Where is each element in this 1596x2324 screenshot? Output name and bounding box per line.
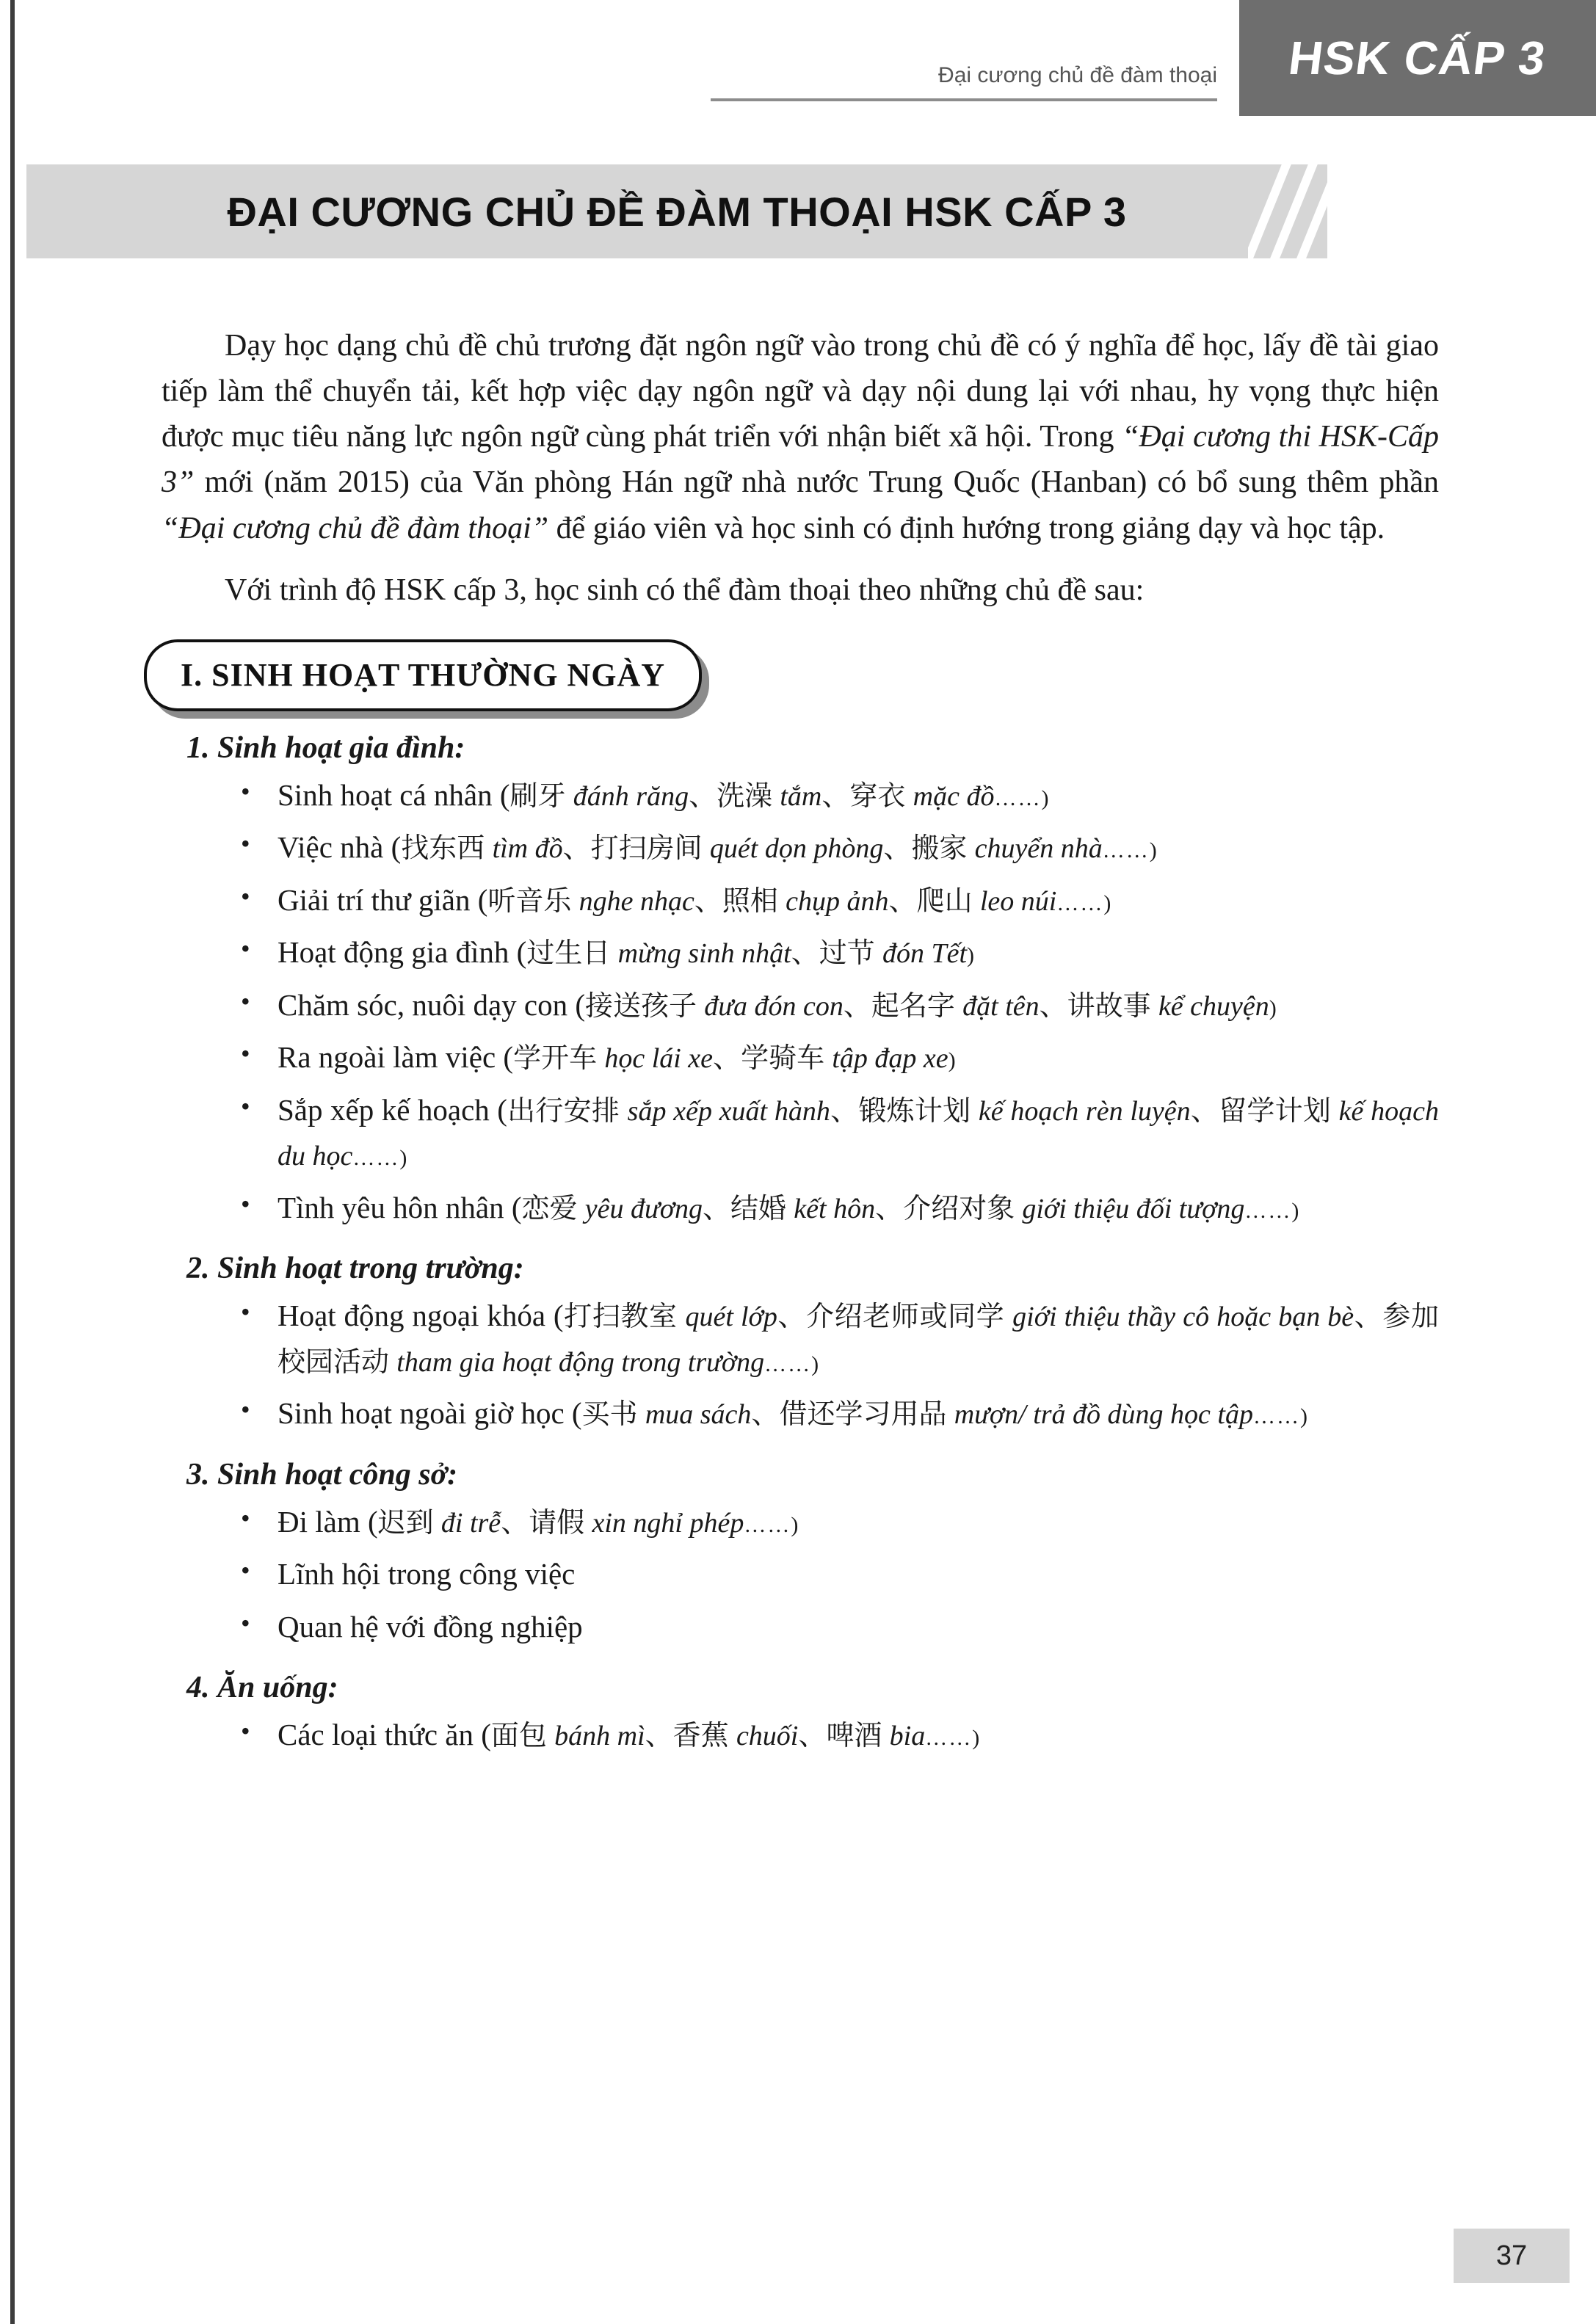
topic-item-label: Các loại thức ăn ( (278, 1718, 491, 1752)
chinese-term: 出行安排 (507, 1094, 620, 1127)
running-title: Đại cương chủ đề đàm thoại (938, 63, 1217, 87)
vietnamese-gloss: yêu đương (584, 1193, 703, 1224)
vietnamese-gloss: mua sách (645, 1399, 752, 1431)
topic-bullet-item (229, 1391, 1439, 1437)
header-level-tab (1239, 0, 1596, 116)
chinese-term: 恋爱 (521, 1191, 578, 1224)
vietnamese-gloss: kế hoạch rèn luyện (978, 1095, 1191, 1127)
chinese-term: 留学计划 (1219, 1094, 1332, 1127)
topic-bullet-item (229, 930, 1439, 976)
topic-bullet-item (229, 1185, 1439, 1231)
topic-item-label: Tình yêu hôn nhân ( (278, 1190, 522, 1224)
list-separator: 、 (703, 1191, 731, 1224)
list-separator: 、 (645, 1719, 673, 1752)
intro-p1-part-a: Dạy học dạng chủ đề chủ trương đặt ngôn ngữ vào trong chủ đề có ý nghĩa để học, lấy đề tài giao tiếp làm thể chuyển tải, kết hợp việc dạy ngôn ngữ và dạy nội dung lại với nhau, hy vọng thực hiện được mục tiêu năng lực ngôn ngữ cùng phát triển với nhận biết xã hội. Trong (162, 329, 1439, 454)
intro-p1-part-b: mới (năm 2015) của Văn phòng Hán ngữ nhà nước Trung Quốc (Hanban) có bổ sung thêm phần (194, 465, 1439, 500)
vietnamese-gloss: giới thiệu thầy cô hoặc bạn bè (1012, 1301, 1354, 1333)
chinese-term: 搬家 (911, 832, 968, 865)
vietnamese-gloss: mặc đồ (913, 780, 995, 812)
topic-item-tail: ……) (1056, 890, 1113, 915)
chinese-term: 面包 (490, 1719, 547, 1752)
list-separator: 、 (883, 832, 912, 865)
chapter-title-band (26, 164, 1327, 258)
topic-item-tail: ……) (925, 1726, 982, 1751)
decorative-slashes (1248, 164, 1365, 258)
topic-bullet-list (229, 1713, 1439, 1758)
chinese-term: 买书 (581, 1398, 638, 1431)
topic-item-tail: ……) (1252, 1404, 1309, 1429)
vietnamese-gloss: giới thiệu đối tượng (1022, 1193, 1245, 1224)
chinese-term: 介绍老师或同学 (806, 1300, 1005, 1333)
vietnamese-gloss: bánh mì (554, 1721, 645, 1752)
chinese-term: 过生日 (526, 937, 611, 970)
intro-paragraph-1 (162, 323, 1439, 551)
chapter-title: ĐẠI CƯƠNG CHỦ ĐỀ ĐÀM THOẠI HSK CẤP 3 (227, 188, 1127, 235)
vietnamese-gloss: nghe nhạc (578, 885, 694, 917)
list-separator: 、 (843, 989, 871, 1022)
topic-bullet-item (229, 1293, 1439, 1384)
vietnamese-gloss: học lái xe (604, 1043, 714, 1075)
topic-bullet-item (229, 1035, 1439, 1081)
chinese-term: 迟到 (377, 1506, 434, 1539)
topic-bullet-item (229, 773, 1439, 818)
topic-item-label: Quan hệ với đồng nghiệp (278, 1609, 583, 1644)
vietnamese-gloss: đón Tết (882, 938, 968, 970)
chinese-term: 啤酒 (826, 1719, 882, 1752)
chinese-term: 香蕉 (672, 1719, 729, 1752)
vietnamese-gloss: mừng sinh nhật (617, 938, 791, 970)
list-separator: 、 (798, 1719, 827, 1752)
chinese-term: 学开车 (513, 1042, 598, 1075)
vietnamese-gloss: quét dọn phòng (709, 833, 884, 865)
list-separator: 、 (888, 884, 917, 917)
vietnamese-gloss: kết hôn (794, 1193, 876, 1224)
topic-item-label: Ra ngoài làm việc ( (278, 1040, 514, 1075)
vietnamese-gloss: mượn/ trả đồ dùng học tập (954, 1399, 1253, 1431)
vietnamese-gloss: sắp xếp xuất hành (627, 1095, 830, 1127)
vietnamese-gloss: bia (889, 1721, 926, 1752)
chinese-term: 打扫教室 (563, 1300, 678, 1333)
topic-item-tail: ) (1269, 995, 1278, 1020)
list-separator: 、 (689, 779, 717, 812)
topic-item-label: Lĩnh hội trong công việc (278, 1557, 576, 1591)
intro-p1-quote-2: “Đại cương chủ đề đàm thoại” (162, 511, 549, 545)
vietnamese-gloss: chụp ảnh (786, 885, 889, 917)
chinese-term: 接送孩子 (585, 989, 697, 1022)
topic-item-tail: ……) (352, 1146, 409, 1171)
chinese-term: 讲故事 (1067, 989, 1151, 1022)
topic-item-label: Giải trí thư giãn ( (278, 882, 488, 917)
topic-item-label: Chăm sóc, nuôi dạy con ( (278, 987, 586, 1022)
section-heading-label: I. SINH HOẠT THƯỜNG NGÀY (181, 657, 666, 694)
topic-item-tail: ) (967, 943, 976, 968)
topic-groups (162, 730, 1439, 1758)
chinese-term: 锻炼计划 (858, 1094, 971, 1127)
topic-group-heading: 1. Sinh hoạt gia đình: (186, 730, 465, 765)
page-content (162, 323, 1439, 1765)
topic-item-tail: ) (948, 1048, 957, 1073)
list-separator: 、 (791, 937, 819, 970)
chinese-term: 打扫房间 (590, 832, 703, 865)
topic-item-label: Sinh hoạt ngoài giờ học ( (278, 1396, 582, 1431)
chinese-term: 找东西 (401, 832, 485, 865)
topic-item-tail: ……) (1102, 838, 1158, 863)
page-header (0, 0, 1596, 116)
vietnamese-gloss: đánh răng (573, 780, 689, 812)
chinese-term: 洗澡 (717, 779, 773, 812)
intro-paragraph-2: Với trình độ HSK cấp 3, học sinh có thể đàm thoại theo những chủ đề sau: (225, 573, 1145, 607)
topic-bullet-item (229, 983, 1439, 1028)
list-separator: 、 (562, 832, 591, 865)
vietnamese-gloss: kế hoạch du học (278, 1095, 1439, 1172)
topic-item-label: Hoạt động ngoại khóa ( (278, 1299, 564, 1333)
topic-bullet-item (229, 1605, 1439, 1650)
vietnamese-gloss: tìm đồ (492, 833, 563, 865)
topic-bullet-item (229, 1088, 1439, 1178)
vietnamese-gloss: tham gia hoạt động trong trường (396, 1346, 765, 1378)
topic-bullet-item (229, 1552, 1439, 1597)
topic-bullet-item (229, 878, 1439, 923)
chinese-term: 穿衣 (849, 779, 906, 812)
topic-bullet-list (229, 1293, 1439, 1437)
chinese-term: 刷牙 (509, 779, 566, 812)
page-number: 37 (1495, 2240, 1528, 2271)
vietnamese-gloss: leo núi (979, 885, 1057, 917)
intro-p1-quote-1: “Đại cương thi HSK-Cấp 3” (162, 420, 1439, 500)
vietnamese-gloss: đặt tên (962, 990, 1040, 1022)
chinese-term: 照相 (722, 884, 778, 917)
topic-group-heading: 2. Sinh hoạt trong trường: (186, 1252, 524, 1286)
topic-item-label: Việc nhà ( (278, 830, 402, 865)
section-heading-wrap (162, 639, 1439, 710)
page-number-box (1454, 2229, 1570, 2283)
list-separator: 、 (713, 1042, 741, 1075)
topic-item-tail: ……) (744, 1512, 800, 1537)
list-separator: 、 (875, 1191, 904, 1224)
chinese-term: 请假 (529, 1506, 585, 1539)
list-separator: 、 (1190, 1094, 1219, 1127)
topic-item-tail: ……) (994, 785, 1051, 810)
vietnamese-gloss: quét lớp (685, 1301, 777, 1333)
topic-bullet-item (229, 1500, 1439, 1545)
vietnamese-gloss: kể chuyện (1158, 990, 1269, 1022)
list-separator: 、 (751, 1398, 780, 1431)
section-heading-pill (144, 639, 702, 711)
topic-group-heading: 4. Ăn uống: (186, 1671, 338, 1705)
vietnamese-gloss: tắm (780, 780, 822, 812)
vietnamese-gloss: chuối (736, 1721, 799, 1752)
vietnamese-gloss: chuyển nhà (974, 833, 1103, 865)
topic-item-tail: ……) (1244, 1198, 1301, 1223)
topic-bullet-item (229, 825, 1439, 871)
list-separator: 、 (501, 1506, 529, 1539)
topic-group-heading: 3. Sinh hoạt công sở: (186, 1457, 458, 1492)
list-separator: 、 (821, 779, 850, 812)
topic-item-label: Sắp xếp kế hoạch ( (278, 1092, 507, 1127)
list-separator: 、 (777, 1300, 807, 1333)
topic-bullet-list (229, 773, 1439, 1231)
topic-item-label: Sinh hoạt cá nhân ( (278, 777, 510, 812)
list-separator: 、 (830, 1094, 859, 1127)
vietnamese-gloss: đưa đón con (704, 990, 844, 1022)
chinese-term: 参加校园活动 (278, 1300, 1439, 1378)
topic-bullet-list (229, 1500, 1439, 1650)
vietnamese-gloss: tập đạp xe (832, 1043, 948, 1075)
chinese-term: 结婚 (730, 1191, 787, 1224)
chinese-term: 介绍对象 (903, 1191, 1015, 1224)
topic-item-label: Hoạt động gia đình ( (278, 935, 527, 970)
intro-p1-part-c: để giáo viên và học sinh có định hướng trong giảng dạy và học tập. (548, 511, 1385, 545)
topic-bullet-item (229, 1713, 1439, 1758)
list-separator: 、 (1039, 989, 1067, 1022)
header-level-label: HSK CẤP 3 (1285, 32, 1550, 84)
chinese-term: 听音乐 (487, 884, 572, 917)
left-margin-rule (10, 0, 15, 2324)
chinese-term: 起名字 (871, 989, 955, 1022)
chinese-term: 过节 (819, 937, 875, 970)
chinese-term: 爬山 (916, 884, 973, 917)
chinese-term: 借还学习用品 (779, 1398, 947, 1431)
list-separator: 、 (694, 884, 722, 917)
vietnamese-gloss: xin nghỉ phép (592, 1507, 744, 1539)
header-divider (711, 98, 1217, 101)
vietnamese-gloss: đi trễ (440, 1507, 501, 1539)
topic-item-tail: ……) (764, 1351, 821, 1376)
topic-item-label: Đi làm ( (278, 1504, 378, 1539)
chinese-term: 学骑车 (741, 1042, 825, 1075)
list-separator: 、 (1354, 1300, 1383, 1333)
